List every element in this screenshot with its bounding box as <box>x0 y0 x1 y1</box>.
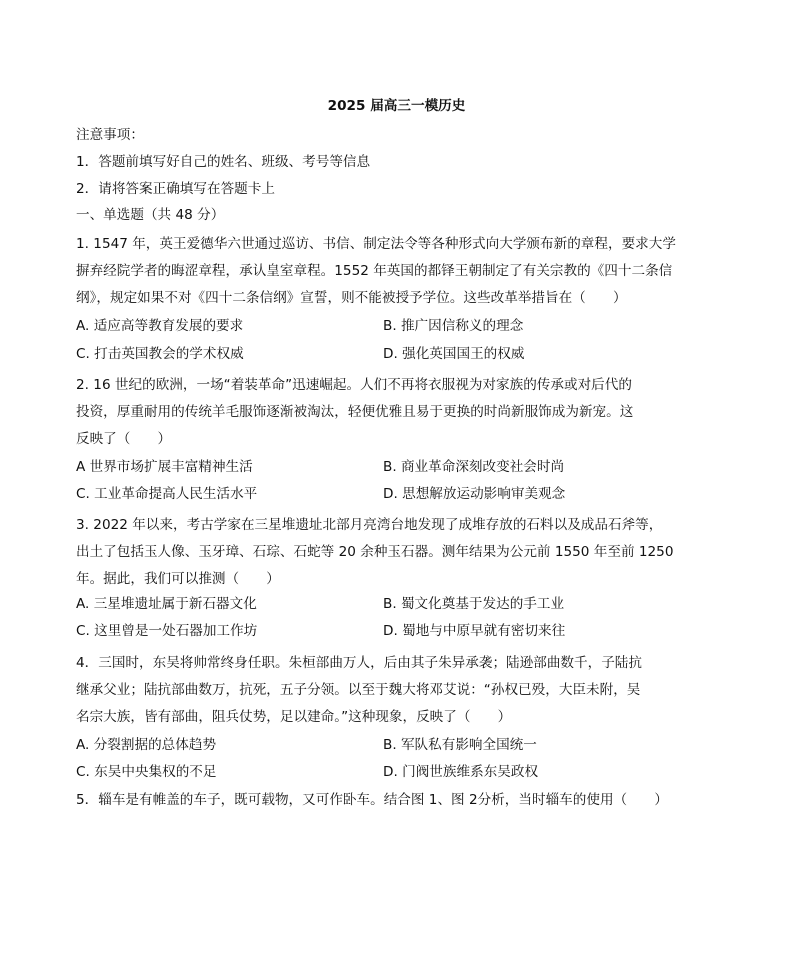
note-item-2: 2．请将答案正确填写在答题卡上 <box>76 181 275 197</box>
question-2-option-c[interactable]: C. 工业革命提高人民生活水平 <box>76 486 258 502</box>
question-1-line-2: 摒弃经院学者的晦涩章程，承认皇室章程。1552 年英国的都铎王朝制定了有关宗教的《四十二条信 <box>76 263 673 279</box>
question-4-option-d[interactable]: D. 门阀世族维系东吴政权 <box>383 764 539 780</box>
question-3-stem <box>76 512 716 593</box>
question-4-line-2: 继承父业；陆抗部曲数万，抗死，五子分领。以至于魏大将邓艾说：“孙权已殁，大臣未附，吴 <box>76 682 641 698</box>
question-4-stem <box>76 650 716 731</box>
question-2-option-b[interactable]: B. 商业革命深刻改变社会时尚 <box>383 459 565 475</box>
notes-heading: 注意事项： <box>76 127 144 143</box>
question-1-line-3: 纲》，规定如果不对《四十二条信纲》宣誓，则不能被授予学位。这些改革举措旨在（ ） <box>76 290 627 306</box>
question-3-option-a[interactable]: A. 三星堆遗址属于新石器文化 <box>76 596 257 612</box>
question-2-line-1: 2. 16 世纪的欧洲，一场“着装革命”迅速崛起。人们不再将衣服视为对家族的传承或对后代的 <box>76 377 632 393</box>
question-5-line-1: 5．辎车是有帷盖的车子，既可载物，又可作卧车。结合图 1、图 2分析，当时辎车的使用（ ） <box>76 792 668 808</box>
question-4-line-3: 名宗大族，皆有部曲，阻兵仗势，足以建命。”这种现象，反映了（ ） <box>76 709 512 725</box>
question-4-option-a[interactable]: A. 分裂割据的总体趋势 <box>76 737 217 753</box>
question-3-line-1: 3. 2022 年以来，考古学家在三星堆遗址北部月亮湾台地发现了成堆存放的石料以及成品石斧等， <box>76 517 663 533</box>
question-4-option-b[interactable]: B. 军队私有影响全国统一 <box>383 737 537 753</box>
question-2-option-a[interactable]: A 世界市场扩展丰富精神生活 <box>76 459 253 475</box>
question-2-line-3: 反映了（ ） <box>76 431 172 447</box>
question-1-line-1: 1. 1547 年，英王爱德华六世通过巡访、书信、制定法令等各种形式向大学颁布新的章程，要求大学 <box>76 236 676 252</box>
question-3-option-b[interactable]: B. 蜀文化奠基于发达的手工业 <box>383 596 565 612</box>
question-3-line-2: 出土了包括玉人像、玉牙璋、石琮、石蛇等 20 余种玉石器。测年结果为公元前 1550 年至前 1250 <box>76 544 674 560</box>
page-title: 2025 届高三一模历史 <box>327 98 466 114</box>
question-3-line-3: 年。据此，我们可以推测（ ） <box>76 571 280 587</box>
question-3-option-c[interactable]: C. 这里曾是一处石器加工作坊 <box>76 623 258 639</box>
question-1-option-d[interactable]: D. 强化英国国王的权威 <box>383 346 525 362</box>
question-5-stem <box>76 787 716 814</box>
question-1-option-a[interactable]: A. 适应高等教育发展的要求 <box>76 318 244 334</box>
question-4-line-1: 4．三国时，东吴将帅常终身任职。朱桓部曲万人，后由其子朱异承袭；陆逊部曲数千，子陆抗 <box>76 655 642 671</box>
question-2-line-2: 投资，厚重耐用的传统羊毛服饰逐渐被淘汰，轻便优雅且易于更换的时尚新服饰成为新宠。这 <box>76 404 634 420</box>
question-2-stem <box>76 372 716 453</box>
question-4-option-c[interactable]: C. 东吴中央集权的不足 <box>76 764 217 780</box>
question-1-option-c[interactable]: C. 打击英国教会的学术权威 <box>76 346 244 362</box>
section-heading: 一、单选题（共 48 分） <box>76 207 225 223</box>
question-1-option-b[interactable]: B. 推广因信称义的理念 <box>383 318 524 334</box>
question-3-option-d[interactable]: D. 蜀地与中原早就有密切来往 <box>383 623 566 639</box>
note-item-1: 1．答题前填写好自己的姓名、班级、考号等信息 <box>76 154 371 170</box>
question-1-stem <box>76 231 716 312</box>
question-2-option-d[interactable]: D. 思想解放运动影响审美观念 <box>383 486 566 502</box>
